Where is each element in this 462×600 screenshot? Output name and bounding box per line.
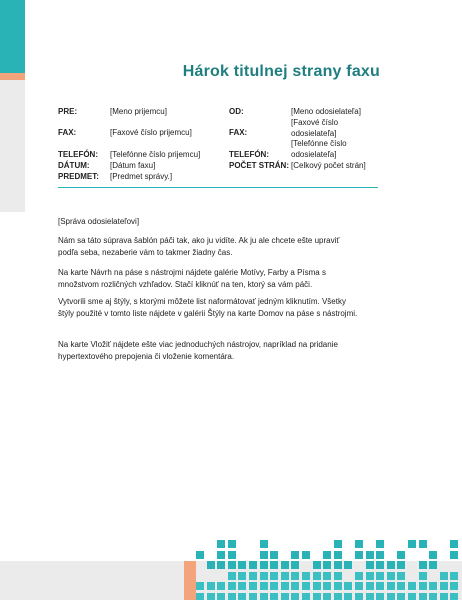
pixel-square — [281, 561, 289, 569]
pixel-square — [238, 561, 246, 569]
body-paragraph-4[interactable] — [58, 339, 358, 363]
pixel-square — [196, 551, 204, 559]
pixel-square — [270, 593, 278, 600]
pixel-square — [249, 561, 257, 569]
pixel-square — [313, 572, 321, 580]
pixel-square — [450, 582, 458, 590]
pixel-square — [376, 582, 384, 590]
pixel-square — [450, 572, 458, 580]
paragraph-2-text: Na karte Návrh na páse s nástrojmi nájdete galérie Motívy, Farby a Písma s množstvom rozličných vzhľadov. Stačí kliknúť na ten, ktorý sa vám páči. — [58, 268, 326, 289]
paragraph-1-text: Nám sa táto súprava šablón páči tak, ako ju vidíte. Ak ju ale chcete ešte upraviť podľa seba, nezaberie vám to takmer žiadny čas. — [58, 236, 340, 257]
pixel-square — [366, 582, 374, 590]
bottom-orange-bar — [184, 561, 196, 600]
pixel-square — [366, 551, 374, 559]
pixel-square — [429, 551, 437, 559]
pixel-square — [334, 561, 342, 569]
pixel-square — [228, 561, 236, 569]
pixel-square — [291, 593, 299, 600]
telefon-sender-value[interactable]: [Telefónne číslo odosielateľa] — [291, 139, 347, 159]
pixel-square — [355, 572, 363, 580]
header-divider — [58, 187, 378, 188]
pixel-square — [260, 582, 268, 590]
pixel-square — [313, 582, 321, 590]
pixel-square — [281, 572, 289, 580]
pixel-square — [376, 551, 384, 559]
pixel-square — [397, 572, 405, 580]
pixel-square — [260, 561, 268, 569]
pixel-pattern-decoration — [196, 540, 462, 600]
body-paragraph-3[interactable] — [58, 296, 358, 320]
pixel-square — [376, 561, 384, 569]
pixel-square — [260, 593, 268, 600]
pixel-square — [238, 593, 246, 600]
pixel-square — [419, 582, 427, 590]
pixel-square — [450, 540, 458, 548]
pixel-square — [419, 572, 427, 580]
body-paragraph-1[interactable] — [58, 235, 358, 259]
pixel-square — [397, 561, 405, 569]
body-paragraph-2[interactable] — [58, 267, 358, 291]
pixel-square — [238, 582, 246, 590]
pixel-square — [429, 561, 437, 569]
pixel-square — [397, 551, 405, 559]
pixel-square — [270, 561, 278, 569]
pixel-square — [217, 551, 225, 559]
pixel-square — [228, 572, 236, 580]
pixel-square — [291, 551, 299, 559]
left-grey-bar — [0, 80, 25, 212]
fax-sender-label: FAX: — [229, 128, 248, 137]
pixel-square — [313, 561, 321, 569]
pixel-square — [387, 593, 395, 600]
pixel-square — [334, 582, 342, 590]
pixel-square — [249, 572, 257, 580]
pixel-square — [302, 582, 310, 590]
pixel-square — [260, 551, 268, 559]
paragraph-3-text: Vytvorili sme aj štýly, s ktorými môžete list naformátovať jedným kliknutím. Všetky štýly použité v tomto liste nájdete v galérii Štýly na karte Domov na páse s nástrojmi. — [58, 297, 358, 318]
pixel-square — [302, 593, 310, 600]
pixel-square — [387, 582, 395, 590]
pixel-square — [249, 593, 257, 600]
pixel-square — [429, 593, 437, 600]
sender-message-text: [Správa odosielateľovi] — [58, 217, 140, 226]
pixel-square — [419, 561, 427, 569]
pixel-square — [450, 593, 458, 600]
pixel-square — [408, 582, 416, 590]
pixel-square — [302, 551, 310, 559]
pixel-square — [344, 561, 352, 569]
pixel-square — [334, 572, 342, 580]
pixel-square — [207, 593, 215, 600]
pixel-square — [228, 582, 236, 590]
pixel-square — [207, 561, 215, 569]
pixel-square — [397, 593, 405, 600]
pre-value[interactable]: [Meno prijemcu] — [110, 107, 167, 116]
pixel-square — [313, 593, 321, 600]
pixel-square — [387, 561, 395, 569]
pre-label: PRE: — [58, 107, 78, 116]
pixel-square — [323, 561, 331, 569]
pixel-square — [228, 551, 236, 559]
pocet-stran-label: POČET STRÁN: — [229, 161, 289, 170]
pixel-square — [355, 551, 363, 559]
pixel-square — [260, 572, 268, 580]
pixel-square — [196, 582, 204, 590]
predmet-value[interactable]: [Predmet správy.] — [110, 172, 173, 181]
pixel-square — [355, 582, 363, 590]
pixel-square — [323, 572, 331, 580]
telefon-label: TELEFÓN: — [58, 150, 98, 159]
od-label: OD: — [229, 107, 244, 116]
pixel-square — [344, 593, 352, 600]
pixel-square — [302, 572, 310, 580]
pixel-square — [376, 572, 384, 580]
pixel-square — [334, 551, 342, 559]
pixel-square — [323, 593, 331, 600]
fax-sender-value[interactable]: [Faxové číslo odosielateľa] — [291, 118, 339, 138]
pixel-square — [270, 572, 278, 580]
fax-label: FAX: — [58, 128, 77, 137]
pixel-square — [376, 593, 384, 600]
pixel-square — [408, 540, 416, 548]
pixel-square — [355, 593, 363, 600]
pixel-square — [334, 593, 342, 600]
pixel-square — [440, 582, 448, 590]
datum-label: DÁTUM: — [58, 161, 90, 170]
pixel-square — [217, 561, 225, 569]
pixel-square — [419, 540, 427, 548]
pixel-square — [366, 593, 374, 600]
predmet-label: PREDMET: — [58, 172, 99, 181]
pixel-square — [366, 572, 374, 580]
pixel-square — [238, 572, 246, 580]
pixel-square — [217, 593, 225, 600]
pocet-stran-value[interactable]: [Celkový počet strán] — [291, 161, 366, 170]
pixel-square — [355, 540, 363, 548]
pixel-square — [376, 540, 384, 548]
pixel-square — [207, 582, 215, 590]
fax-value[interactable]: [Faxové číslo prijemcu] — [110, 128, 192, 137]
pixel-square — [217, 582, 225, 590]
pixel-square — [366, 561, 374, 569]
pixel-square — [450, 551, 458, 559]
datum-value[interactable]: [Dátum faxu] — [110, 161, 156, 170]
pixel-square — [270, 582, 278, 590]
pixel-square — [291, 572, 299, 580]
pixel-square — [281, 593, 289, 600]
pixel-square — [440, 593, 448, 600]
pixel-square — [408, 593, 416, 600]
pixel-square — [260, 540, 268, 548]
pixel-square — [419, 593, 427, 600]
pixel-square — [291, 561, 299, 569]
pixel-square — [323, 582, 331, 590]
pixel-square — [281, 582, 289, 590]
pixel-square — [249, 582, 257, 590]
telefon-value[interactable]: [Telefónne číslo prijemcu] — [110, 150, 201, 159]
paragraph-4-text: Na karte Vložiť nájdete ešte viac jednoduchých nástrojov, napríklad na pridanie hypertextového prepojenia či vloženie komentára. — [58, 340, 338, 361]
pixel-square — [228, 540, 236, 548]
pixel-square — [344, 582, 352, 590]
pixel-square — [429, 582, 437, 590]
pixel-square — [323, 551, 331, 559]
pixel-square — [270, 551, 278, 559]
pixel-square — [440, 572, 448, 580]
pixel-square — [334, 540, 342, 548]
left-orange-bar — [0, 73, 25, 80]
telefon-sender-label: TELEFÓN: — [229, 150, 269, 159]
left-teal-bar — [0, 0, 25, 73]
sender-message[interactable] — [58, 216, 358, 228]
pixel-square — [291, 582, 299, 590]
od-value[interactable]: [Meno odosielateľa] — [291, 107, 361, 116]
page-title: Hárok titulnej strany faxu — [182, 63, 380, 80]
pixel-square — [228, 593, 236, 600]
pixel-square — [387, 572, 395, 580]
pixel-square — [196, 593, 204, 600]
pixel-square — [217, 540, 225, 548]
pixel-square — [397, 582, 405, 590]
